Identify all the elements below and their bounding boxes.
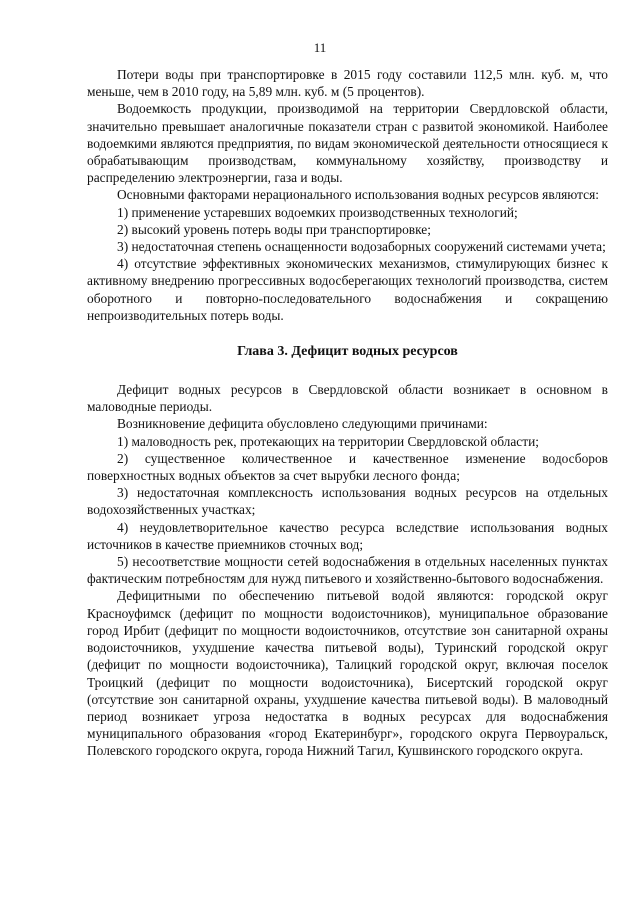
factor-item: 2) высокий уровень потерь воды при транспортировке; bbox=[117, 221, 431, 237]
reason-item: 1) маловодность рек, протекающих на территории Свердловской области; bbox=[117, 433, 539, 449]
page-content bbox=[87, 66, 608, 760]
paragraph-deficit-areas: Дефицитными по обеспечению питьевой водой являются: городской округ Красноуфимск (дефицит по мощности водоисточников), муниципальное образование город Ирбит (дефицит по мощности водоисточников, отсутствие зон санитарной охраны водоисточников, ухудшение качества питьевой воды), Туринский городской округ (дефицит по мощности водоисточника), Талицкий городской округ, включая поселок Троицкий (дефицит по мощности водоисточника), Бисертский городской округ (отсутствие зон санитарной охраны, ухудшение качества питьевой воды). В маловодный период возникает угроза недостатка в водных ресурсах для водоснабжения муниципального образования «город Екатеринбург», городского округа Первоуральск, Полевского городского округа, города Нижний Тагил, Кушвинского городского округа. bbox=[87, 588, 608, 759]
factor-item: 1) применение устаревших водоемких производственных технологий; bbox=[117, 204, 518, 220]
paragraph-reasons-intro: Возникновение дефицита обусловлено следующими причинами: bbox=[117, 416, 488, 432]
reason-item: 3) недостаточная комплексность использования водных ресурсов на отдельных водохозяйственных участках; bbox=[87, 485, 608, 518]
page-number: 11 bbox=[313, 40, 327, 55]
chapter-heading: Глава 3. Дефицит водных ресурсов bbox=[237, 344, 458, 360]
reason-item: 2) существенное количественное и качественное изменение водосборов поверхностных водных объектов за счет вырубки лесного фонда; bbox=[87, 450, 608, 484]
factor-item: 4) отсутствие эффективных экономических механизмов, стимулирующих бизнес к активному внедрению прогрессивных водосберегающих технологий производства, систем оборотного и повторно-последовательного водоснабжения и сокращению непроизводительных потерь воды. bbox=[87, 256, 608, 323]
paragraph-water-losses: Потери воды при транспортировке в 2015 году составили 112,5 млн. куб. м, что меньше, чем в 2010 году, на 5,89 млн. куб. м (5 процентов). bbox=[87, 67, 608, 100]
factor-item: 3) недостаточная степень оснащенности водозаборных сооружений системами учета; bbox=[117, 239, 606, 255]
paragraph-water-intensity: Водоемкость продукции, производимой на территории Свердловской области, значительно превышает аналогичные показатели стран с развитой экономикой. Наиболее водоемкими являются предприятия, по видам экономической деятельности относящиеся к обрабатывающим производствам, коммунальному хозяйству, производству и распределению электроэнергии, газа и воды. bbox=[87, 101, 608, 186]
reason-item: 5) несоответствие мощности сетей водоснабжения в отдельных населенных пунктах фактическим потребностям для нужд питьевого и хозяйственно-бытового водоснабжения. bbox=[87, 554, 608, 587]
paragraph-factors-intro: Основными факторами нерационального использования водных ресурсов являются: bbox=[117, 187, 599, 203]
reason-item: 4) неудовлетворительное качество ресурса вследствие использования водных источников в качестве приемников сточных вод; bbox=[87, 519, 608, 552]
paragraph-deficit-periods: Дефицит водных ресурсов в Свердловской области возникает в основном в маловодные периоды. bbox=[87, 382, 608, 415]
